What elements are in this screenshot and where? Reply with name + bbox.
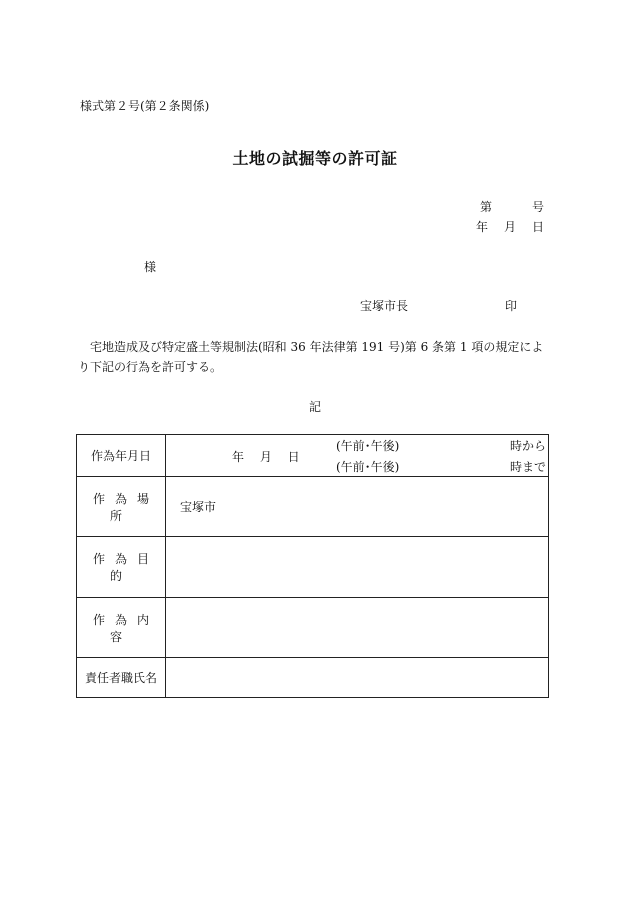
- responsible-label: 責任者職氏名: [77, 658, 166, 698]
- table-row: [77, 477, 549, 537]
- body-text: 宅地造成及び特定盛土等規制法(昭和 36 年法律第 191 号)第 6 条第 1 項の規定により下記の行為を許可する。: [78, 340, 544, 374]
- date-value-cell: [166, 435, 549, 477]
- table-row: [77, 598, 549, 658]
- purpose-label: 作為目的: [92, 552, 159, 583]
- number-suffix: 号: [532, 200, 545, 214]
- date-year: 年: [476, 220, 489, 234]
- place-label: 作為場所: [92, 491, 159, 523]
- place-value: 宝塚市: [166, 477, 549, 537]
- permit-number-line: [480, 198, 544, 215]
- ki-heading: 記: [308, 400, 321, 414]
- table-row: [77, 537, 549, 598]
- time-until: 時まで: [509, 460, 546, 474]
- issue-date-line: [476, 218, 544, 235]
- content-value: [166, 598, 549, 658]
- table-row: [77, 658, 549, 698]
- responsible-value: [166, 658, 549, 698]
- date-month: 月: [504, 220, 517, 234]
- table-row: [77, 435, 549, 477]
- ampm-start: (午前･午後): [336, 439, 400, 453]
- form-number: 様式第２号(第２条関係): [80, 99, 210, 113]
- number-prefix: 第: [480, 200, 493, 214]
- seal-mark: 印: [505, 299, 518, 313]
- content-label: 作為内容: [92, 612, 159, 644]
- addressee-suffix: 様: [144, 260, 157, 274]
- issuer-name: 宝塚市長: [360, 299, 409, 313]
- date-day: 日: [532, 220, 545, 234]
- document-title: 土地の試掘等の許可証: [232, 149, 398, 168]
- date-ymd: 年 月 日: [232, 450, 300, 464]
- ampm-end: (午前･午後): [336, 460, 400, 474]
- time-from: 時から: [509, 439, 546, 453]
- permit-details-table: [76, 434, 549, 698]
- purpose-value: [166, 537, 549, 598]
- date-label: 作為年月日: [77, 435, 166, 477]
